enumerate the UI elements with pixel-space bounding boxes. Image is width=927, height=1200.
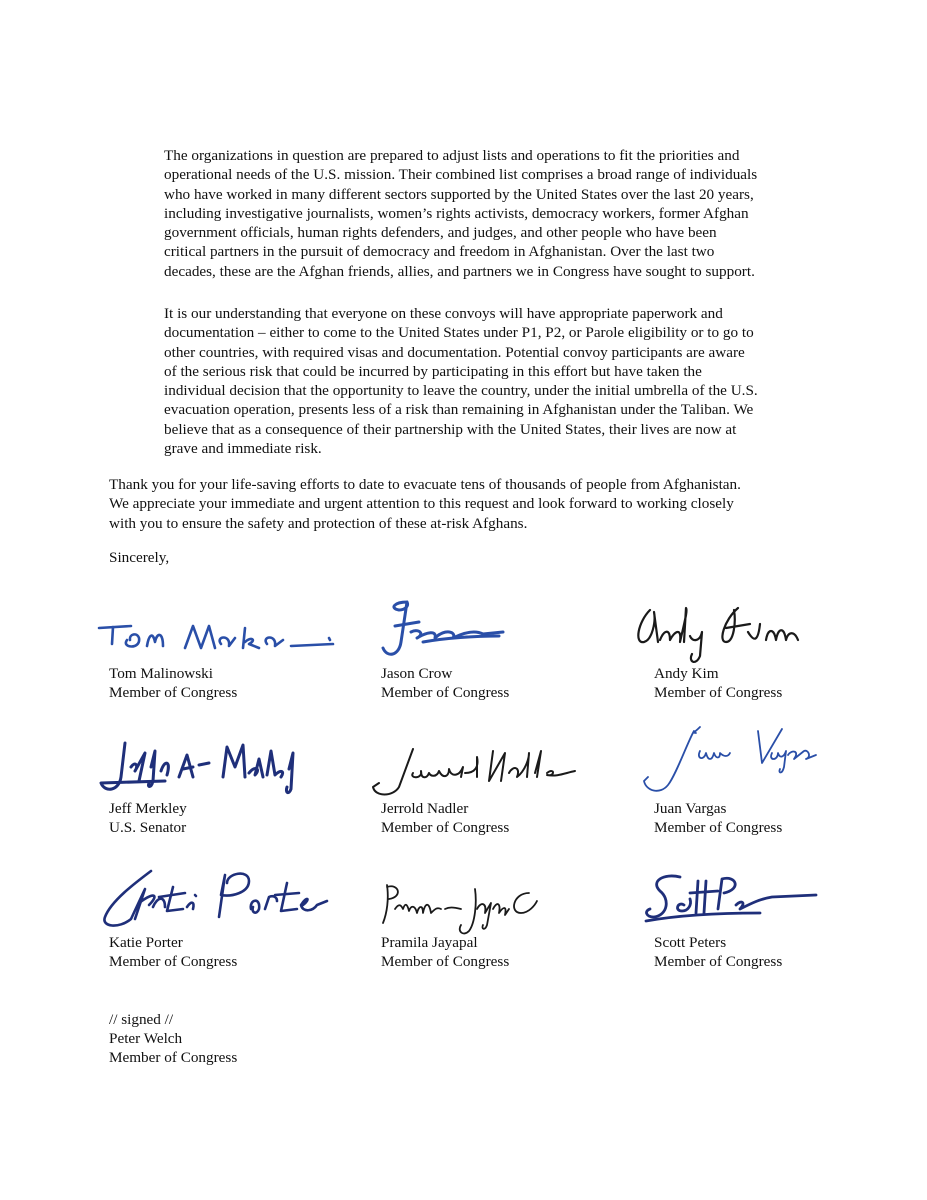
closing-salutation: Sincerely, [109,549,170,566]
text-line: other countries, with required visas and documentation. Potential convoy participants are aware [164,343,745,361]
text-line: evacuation operation, presents less of a risk than remaining in Afghanistan under the Taliban. We [164,401,754,419]
signatory-title: Member of Congress [381,953,510,970]
signature-crow [375,598,525,668]
signature-jayapal [377,879,577,939]
signed-note: // signed // [109,1011,174,1028]
text-line: of the serious risk that could be incurred by participating in this effort but have taken the [164,362,702,380]
text-line: including investigative journalists, women’s rights activists, democracy workers, former Afghan [164,204,749,222]
text-line: grave and immediate risk. [164,440,322,458]
text-line: with you to ensure the safety and protection of these at-risk Afghans. [109,514,528,532]
signatory-name: Katie Porter [109,934,183,951]
signatory-name: Pramila Jayapal [381,934,478,951]
signatory-name: Juan Vargas [654,800,727,817]
paragraph-thank-you [109,475,741,533]
signature-merkley [95,737,315,807]
signatory-name: Jerrold Nadler [381,800,469,817]
paragraph-convoy-documentation [164,304,758,458]
signatory-name: Peter Welch [109,1030,183,1047]
text-line: government officials, human rights defenders, and judges, and other people who have been [164,224,717,242]
signatory-title: Member of Congress [381,684,510,701]
signature-vargas [634,721,824,801]
text-line: documentation – either to come to the United States under P1, P2, or Parole eligibility or to go to [164,324,754,342]
text-line: individual decision that the opportunity to leave the country, under the initial umbrella of the U.S. [164,382,758,400]
signatory-name: Andy Kim [654,665,719,682]
signature-block-welch [109,1010,237,1067]
signatory-title: U.S. Senator [109,819,187,836]
text-line: We appreciate your immediate and urgent attention to this request and look forward to working closely [109,495,734,513]
signature-malinowski [97,618,347,668]
text-line: Thank you for your life-saving efforts to date to evacuate tens of thousands of people from Afghanistan. [109,476,741,493]
signature-kim [630,602,810,672]
text-line: who have worked in many different sectors supported by the United States over the last 20 years, [164,185,754,203]
text-line: decades, these are the Afghan friends, allies, and partners we in Congress have sought to support. [164,262,755,280]
text-line: believe that as a consequence of their partnership with the United States, their lives are now at [164,420,737,438]
paragraph-organizations [164,146,757,281]
signatory-name: Scott Peters [654,934,727,951]
signatory-title: Member of Congress [654,819,783,836]
text-line: The organizations in question are prepared to adjust lists and operations to fit the priorities and [164,147,740,164]
signatory-name: Jeff Merkley [109,800,187,817]
signatory-title: Member of Congress [109,1049,238,1066]
signature-peters [640,869,830,939]
signatory-title: Member of Congress [654,684,783,701]
signatory-name: Tom Malinowski [109,665,213,682]
text-line: critical partners in the pursuit of democracy and freedom in Afghanistan. Over the last two [164,243,715,261]
text-line: operational needs of the U.S. mission. Their combined list comprises a broad range of individuals [164,166,758,184]
signatory-title: Member of Congress [381,819,510,836]
signatory-title: Member of Congress [109,684,238,701]
signatory-title: Member of Congress [109,953,238,970]
signatory-title: Member of Congress [654,953,783,970]
text-line: It is our understanding that everyone on these convoys will have appropriate paperwork and [164,305,723,322]
signatory-name: Jason Crow [381,665,453,682]
signature-porter [101,865,331,935]
signature-nadler [369,743,589,803]
